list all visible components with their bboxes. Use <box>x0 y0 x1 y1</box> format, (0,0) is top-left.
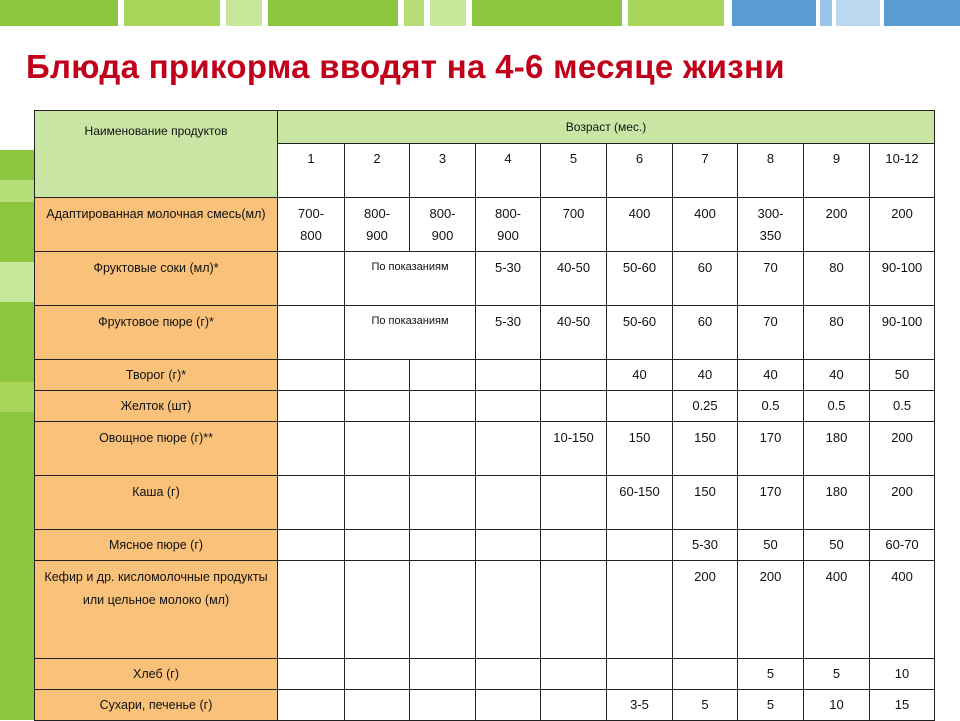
value-cell <box>804 391 870 422</box>
value-cell <box>410 422 476 476</box>
table-row <box>35 198 935 252</box>
value-cell <box>738 306 804 360</box>
value-text: 5-30 <box>691 537 719 552</box>
header-row <box>35 111 935 144</box>
value-cell <box>278 690 345 721</box>
value-text: 5-30 <box>494 314 522 329</box>
value-text: 0.5 <box>827 398 846 413</box>
value-cell <box>673 422 738 476</box>
value-cell <box>673 476 738 530</box>
product-name: Адаптированная молочная смесь(мл) <box>46 207 266 221</box>
age-col-header: 10-12 <box>870 144 935 198</box>
product-name-cell <box>35 252 278 306</box>
value-cell <box>541 360 607 391</box>
value-cell <box>476 391 541 422</box>
value-cell <box>541 659 607 690</box>
value-cell <box>476 690 541 721</box>
value-cell <box>476 198 541 252</box>
value-cell <box>673 360 738 391</box>
product-name-cell <box>35 530 278 561</box>
value-text: 700 <box>562 206 585 221</box>
table-row <box>35 306 935 360</box>
product-name: Кефир и др. кисломолочные продукты или цельное молоко (мл) <box>44 570 268 607</box>
product-name-cell <box>35 422 278 476</box>
value-text: 40 <box>697 367 713 382</box>
value-cell <box>673 561 738 659</box>
value-cell <box>804 198 870 252</box>
age-col-header: 9 <box>804 144 870 198</box>
value-cell <box>541 306 607 360</box>
value-text: 200 <box>825 206 848 221</box>
age-col-header: 5 <box>541 144 607 198</box>
value-cell <box>476 561 541 659</box>
value-text: 40-50 <box>556 260 591 275</box>
value-cell <box>345 659 410 690</box>
value-cell <box>804 690 870 721</box>
value-cell <box>607 198 673 252</box>
table-body <box>35 111 935 721</box>
value-text: 170 <box>759 484 782 499</box>
table-row <box>35 561 935 659</box>
value-cell <box>804 422 870 476</box>
product-name-cell <box>35 561 278 659</box>
value-cell <box>607 561 673 659</box>
value-cell <box>738 530 804 561</box>
value-cell <box>278 360 345 391</box>
value-text: 40-50 <box>556 314 591 329</box>
value-cell <box>607 252 673 306</box>
value-text: 400 <box>891 569 913 584</box>
side-decor-stripe <box>0 150 34 720</box>
value-text: 200 <box>891 430 913 445</box>
value-cell <box>870 690 935 721</box>
value-cell <box>410 659 476 690</box>
value-cell <box>738 391 804 422</box>
value-text: 80 <box>829 314 844 329</box>
value-cell <box>476 422 541 476</box>
value-cell <box>278 252 345 306</box>
value-cell <box>476 530 541 561</box>
age-col-header: 1 <box>278 144 345 198</box>
value-text: 150 <box>694 484 716 499</box>
value-text: 5-30 <box>494 260 522 275</box>
value-text: 50-60 <box>622 260 657 275</box>
value-text: 170 <box>759 430 782 445</box>
value-text: 50-60 <box>622 314 657 329</box>
indication-cell: По показаниям <box>345 306 476 360</box>
product-name: Фруктовые соки (мл)* <box>93 261 219 275</box>
value-text: 70 <box>763 314 778 329</box>
value-text: 40 <box>632 367 647 382</box>
value-text: 800-900 <box>429 206 456 243</box>
value-cell <box>345 690 410 721</box>
value-cell <box>541 391 607 422</box>
value-cell <box>607 690 673 721</box>
value-cell <box>870 422 935 476</box>
value-cell <box>870 360 935 391</box>
value-cell <box>804 252 870 306</box>
value-cell <box>870 561 935 659</box>
value-cell <box>870 659 935 690</box>
value-cell <box>410 360 476 391</box>
value-cell <box>278 306 345 360</box>
value-text: 70 <box>763 260 778 275</box>
value-cell <box>345 561 410 659</box>
value-cell <box>607 530 673 561</box>
value-cell <box>410 198 476 252</box>
product-name-cell <box>35 391 278 422</box>
value-text: 15 <box>894 697 910 712</box>
value-cell <box>738 659 804 690</box>
value-cell <box>345 422 410 476</box>
value-cell <box>541 561 607 659</box>
product-name: Мясное пюре (г) <box>108 538 204 552</box>
value-cell <box>673 659 738 690</box>
value-cell <box>541 198 607 252</box>
value-cell <box>541 530 607 561</box>
value-text: 10 <box>829 697 844 712</box>
value-cell <box>673 530 738 561</box>
page-title: Блюда прикорма вводят на 4-6 месяце жизни <box>26 48 785 85</box>
value-text: 90-100 <box>881 314 923 329</box>
value-cell <box>738 690 804 721</box>
product-name: Творог (г)* <box>125 368 187 382</box>
value-cell <box>410 530 476 561</box>
value-cell <box>476 252 541 306</box>
value-cell <box>476 659 541 690</box>
age-col-header: 2 <box>345 144 410 198</box>
value-cell <box>738 360 804 391</box>
value-text: 180 <box>825 430 848 445</box>
value-text: 200 <box>694 569 716 584</box>
value-cell <box>476 360 541 391</box>
value-cell <box>410 476 476 530</box>
value-text: 60-70 <box>885 537 919 552</box>
value-text: 10 <box>894 666 910 681</box>
value-text: 5 <box>766 666 775 681</box>
value-text: 300-350 <box>757 206 784 243</box>
value-text: 400 <box>825 569 848 584</box>
feeding-table <box>34 110 935 721</box>
age-col-header: 6 <box>607 144 673 198</box>
product-name-cell <box>35 198 278 252</box>
product-name: Желток (шт) <box>120 399 192 413</box>
product-name: Хлеб (г) <box>133 667 179 681</box>
value-text: 60-150 <box>619 484 660 499</box>
value-cell <box>804 659 870 690</box>
value-text: 400 <box>694 206 716 221</box>
value-text: 400 <box>628 206 651 221</box>
value-cell <box>870 476 935 530</box>
value-text: 800-900 <box>494 206 522 243</box>
indication-cell: По показаниям <box>345 252 476 306</box>
table-row <box>35 530 935 561</box>
value-text: 50 <box>829 537 844 552</box>
value-cell <box>476 306 541 360</box>
value-text: 40 <box>829 367 844 382</box>
value-cell <box>804 360 870 391</box>
value-text: 3-5 <box>630 697 649 712</box>
value-cell <box>673 306 738 360</box>
value-text: 5 <box>766 697 775 712</box>
value-cell <box>278 391 345 422</box>
product-name-cell <box>35 306 278 360</box>
product-name: Сухари, печенье (г) <box>99 698 213 712</box>
product-name-cell <box>35 476 278 530</box>
product-name-cell <box>35 690 278 721</box>
value-cell <box>607 391 673 422</box>
value-text: 50 <box>894 367 910 382</box>
value-cell <box>607 306 673 360</box>
value-text: 200 <box>891 206 913 221</box>
age-col-header: 8 <box>738 144 804 198</box>
value-text: 150 <box>694 430 716 445</box>
value-text: 5 <box>701 697 709 712</box>
value-cell <box>278 659 345 690</box>
value-cell <box>870 198 935 252</box>
value-cell <box>738 252 804 306</box>
value-cell <box>410 391 476 422</box>
value-cell <box>607 659 673 690</box>
value-text: 60 <box>697 260 713 275</box>
value-text: 60 <box>697 314 713 329</box>
product-name-cell <box>35 659 278 690</box>
value-text: 200 <box>759 569 782 584</box>
value-cell <box>541 690 607 721</box>
product-name-cell <box>35 360 278 391</box>
value-cell <box>870 391 935 422</box>
value-cell <box>541 422 607 476</box>
top-decor-bar <box>0 0 960 26</box>
value-text: 0.25 <box>692 398 718 413</box>
value-cell <box>738 561 804 659</box>
value-text: 200 <box>891 484 913 499</box>
value-text: 180 <box>825 484 848 499</box>
product-name: Фруктовое пюре (г)* <box>98 315 214 329</box>
value-cell <box>870 530 935 561</box>
value-cell <box>541 476 607 530</box>
value-cell <box>278 198 345 252</box>
table-row <box>35 690 935 721</box>
table-row <box>35 391 935 422</box>
age-col-header: 7 <box>673 144 738 198</box>
value-cell <box>804 561 870 659</box>
value-cell <box>278 561 345 659</box>
value-cell <box>345 360 410 391</box>
value-text: 150 <box>628 430 651 445</box>
value-cell <box>541 252 607 306</box>
age-header: Возраст (мес.) <box>278 111 935 144</box>
value-cell <box>673 391 738 422</box>
value-text: 10-150 <box>553 430 594 445</box>
table-row <box>35 422 935 476</box>
table-row <box>35 659 935 690</box>
value-cell <box>804 530 870 561</box>
value-text: 800-900 <box>363 206 391 243</box>
age-col-header: 3 <box>410 144 476 198</box>
name-header: Наименование продуктов <box>35 111 278 198</box>
value-cell <box>345 198 410 252</box>
value-cell <box>607 476 673 530</box>
table-row <box>35 476 935 530</box>
value-text: 700-800 <box>297 206 325 243</box>
value-cell <box>476 476 541 530</box>
value-text: 80 <box>829 260 844 275</box>
value-cell <box>673 252 738 306</box>
value-cell <box>278 476 345 530</box>
value-text: 0.5 <box>761 398 780 413</box>
value-text: 0.5 <box>893 398 912 413</box>
value-cell <box>607 360 673 391</box>
value-cell <box>278 422 345 476</box>
value-text: 50 <box>763 537 778 552</box>
value-cell <box>345 476 410 530</box>
table-row <box>35 252 935 306</box>
value-cell <box>673 690 738 721</box>
value-cell <box>804 306 870 360</box>
value-cell <box>278 530 345 561</box>
product-name: Овощное пюре (г)** <box>99 431 213 445</box>
value-cell <box>607 422 673 476</box>
value-cell <box>738 476 804 530</box>
value-cell <box>870 306 935 360</box>
value-cell <box>345 391 410 422</box>
value-text: 90-100 <box>881 260 923 275</box>
value-cell <box>410 690 476 721</box>
table-row <box>35 360 935 391</box>
product-name: Каша (г) <box>132 485 180 499</box>
value-cell <box>673 198 738 252</box>
value-cell <box>738 422 804 476</box>
value-cell <box>738 198 804 252</box>
value-cell <box>804 476 870 530</box>
value-cell <box>410 561 476 659</box>
value-cell <box>870 252 935 306</box>
value-text: 40 <box>763 367 778 382</box>
age-col-header: 4 <box>476 144 541 198</box>
value-text: 5 <box>832 666 841 681</box>
value-cell <box>345 530 410 561</box>
